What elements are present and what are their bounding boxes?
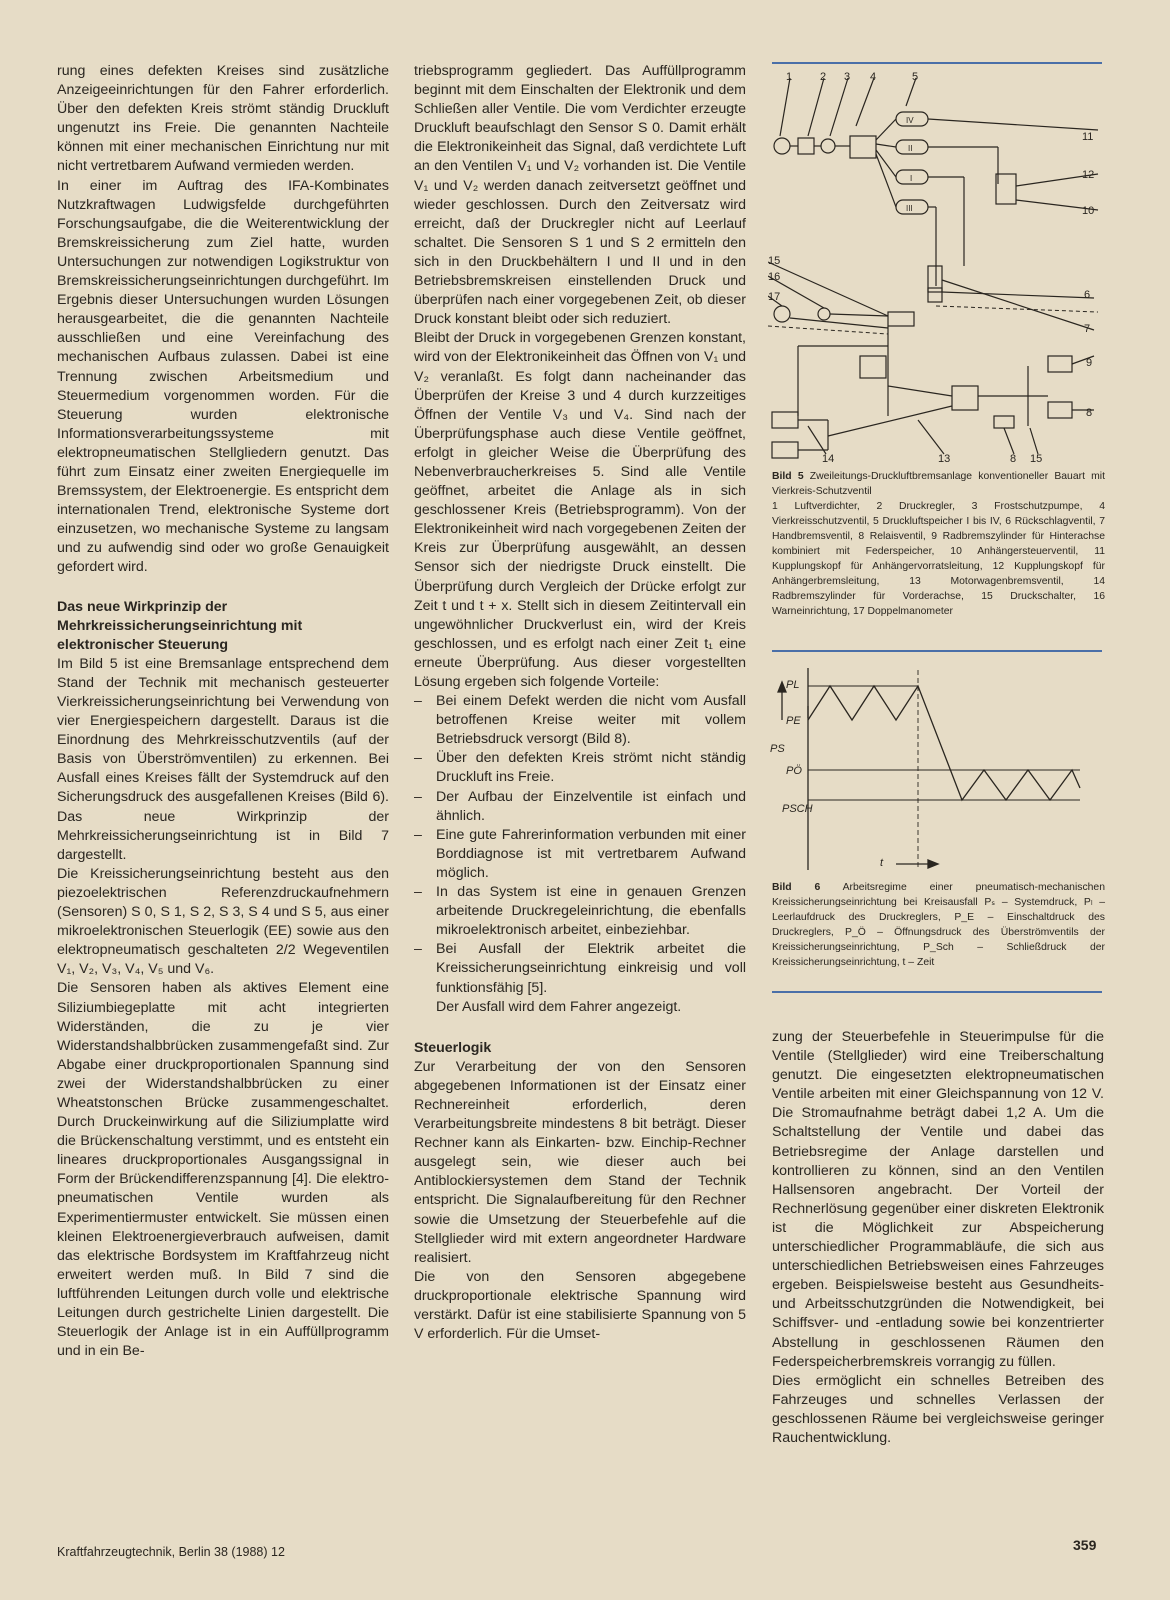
divider (772, 650, 1102, 652)
axis-label: PS (770, 743, 785, 755)
figure-label: 8 (1010, 453, 1017, 464)
figure-label: 12 (1082, 169, 1095, 181)
figure-5-brake-schematic (768, 66, 1106, 464)
column-2 (414, 62, 746, 1344)
divider (772, 991, 1102, 993)
paragraph: In einer im Auftrag des IFA-Kombinates Nutzkraftwagen Ludwigsfelde durchgeführten Forschungsaufgabe, die die Weiterentwicklung der Bremskreissicherung zum Ziel hatte, wurden Untersuchungen zur notwendigen Logikstruktur von Bremskreissicherungseinrichtungen durchgeführt. Im Ergebnis dieser Untersuchungen wurden Lösungen herausgearbeitet, die die genannten Nachteile ausschließen und eine Vereinfachung des mechanischen Aufbaus zulassen. Dabei ist eine Trennung zwischen Arbeitsmedium und Steuermedium vorgenommen worden. Für die Steuerung wurden elektronische Informationsverarbeitungssysteme mit elektropneumatischen Stellgliedern genutzt. Das führt zum Einsatz einer zweiten Energiequelle im Bremssystem, der Elektroenergie. Es entspricht dem internationalen Trend, elektronische Systeme dort einzusetzen, wo mechanische Systeme zu langsam und zu aufwendig sind oder wo große Genauigkeit gefordert wird. (57, 177, 389, 576)
caption-label: Bild 6 (772, 882, 821, 893)
paragraph: Zur Verarbeitung der von den Sensoren abgegebenen Informationen ist der Einsatz einer Rechnereinheit erforderlich, deren Verarbeitungsbreite mindestens 8 bit beträgt. Dieser Rechner kann als Einkarten- bzw. Einchip-Rechner ausgelegt sein, wie dieser auch bei Antiblockiersystemen dem Stand der Technik entspricht. Die Signalaufbereitung für den Rechner sowie die Umsetzung der Steuerbefehle auf die Stellglieder wird mit extern angeordneter Hardware realisiert. (414, 1058, 746, 1266)
paragraph: Die Kreissicherungseinrichtung besteht aus den piezoelektrischen Referenzdruckaufnehmern (Sensoren) S 0, S 1, S 2, S 3, S 4 und S 5, aus einer mikroelektronischen Steuerlogik (EE) sowie aus den elektropneumatisch geschalteten 2/2 Wegeventilen V₁, V₂, V₃, V₄, V₅ und V₆. (57, 865, 389, 978)
figure-label: 6 (1084, 289, 1091, 301)
figure-label: 15 (768, 255, 781, 267)
paragraph: rung eines defekten Kreises sind zusätzliche Anzeigeeinrichtungen für den Fahrer erforderlich. Über den defekten Kreis strömt ständig Druckluft ungenutzt ins Freie. Die genannten Nachteile können mit einer mechanischen Einrichtung nur mit nicht vertretbarem Aufwand vermieden werden. (57, 63, 389, 175)
section-heading: Steuerlogik (414, 1039, 492, 1056)
figure-label: 7 (1084, 323, 1091, 335)
list-item: – Eine gute Fahrerinformation verbunden mit einer Borddiagnose ist mit vertretbarem Aufwand möglich. (414, 826, 746, 883)
figure-label: 10 (1082, 205, 1095, 217)
figure-label: 16 (768, 271, 781, 283)
paragraph: Bleibt der Druck in vorgegebenen Grenzen konstant, wird von der Elektronikeinheit das Öffnen von V₁ und V₂ veranlaßt. Es folgt dann nacheinander das Überprüfen der Kreise 3 und 4 durch kurzzeitiges Öffnen der Ventile V₃ und V₄. Sind nach der Überprüfungsphase auch diese Ventile geöffnet, erfolgt in gleicher Weise die Überprüfung des Nebenverbraucherkreises 5. Sind alle Ventile geöffnet, arbeitet die Anlage als in sich geschlossener Kreis (Betriebsprogramm). Von der Elektronikeinheit wird nach vorgegebenen Zeiten der Kreis zur Überprüfung ausgewählt, an dessen Sensor sich der niedrigste Druck einstellt. Die Überprüfung durch Vergleich der Drücke erfolgt zur Zeit t und t + x. Stellt sich in diesem Zeitintervall ein ungewöhnlicher Druckverlust ein, wird der Kreis geschlossen, und es erfolgt nach einer Zeit t₁ eine erneute Überprüfung. Aus dieser vorgestellten Lösung ergeben sich folgende Vorteile: (414, 330, 746, 690)
figure-6-caption (772, 880, 1105, 970)
paragraph: zung der Steuerbefehle in Steuerimpulse für die Ventile (Stellglieder) wird eine Treiberschaltung genutzt. Die eingesetzten elektropneumatischen Ventile arbeiten mit einer Gleichspannung von 12 V. Die Stromaufnahme beträgt dabei 1,2 A. Um die Schaltstellung der Ventile und dabei das Betriebsregime der Anlage darstellen und kontrollieren zu können, sind an den Ventilen Hallsensoren angebracht. Der Vorteil der Rechnerlösung gegenüber einer diskreten Elektronik ist die Möglichkeit zur Abspeicherung unterschiedlicher Programmabläufe, die sich aus unterschiedlichen Betriebsweisen eines Fahrzeuges ergeben. Beispielsweise besteht aus Gesundheits- und Arbeitsschutzgründen die Notwendigkeit, bei Schiffsver- und -entladung sowie bei konzentrierter Abstellung in geschlossenen Räumen den Federspeicherbremskreis vorrangig zu füllen. (772, 1029, 1104, 1370)
paragraph: Die Sensoren haben als aktives Element eine Siliziumbiegeplatte mit acht integrierten Widerständen, die zu je vier Widerstandshalbbrücken zusammengefaßt sind. Zur Abgabe einer druckproportionalen Spannung sind zwei der Widerstandshalbbrücken zu einer Wheatstonschen Brücke zusammengeschaltet. Durch Druckeinwirkung auf die Siliziumplatte wird die Brückenschaltung verstimmt, und es entsteht ein lineares druckproportionales Ausgangssignal in Form der Brückendifferenzspannung [4]. Die elektro-pneumatischen Ventile wurden als Experimentiermuster entwickelt. Sie müssen einen kleinen Elektroenergieverbrauch aufweisen, damit das elektrische Bordsystem im Kraftfahrzeug nicht erweitert werden muß. In Bild 7 sind die luftführenden Leitungen durch volle und elektrische Leitungen durch gestrichelte Linien dargestellt. Die Steuerlogik der Anlage ist in ein Auffüllprogramm und in ein Be- (57, 980, 389, 1360)
tank-label: III (906, 204, 913, 213)
axis-label: t (880, 857, 884, 869)
figure-5-caption (772, 469, 1105, 619)
caption-label: Bild 5 (772, 471, 804, 482)
list-item: – Über den defekten Kreis strömt nicht ständig Druckluft ins Freie. (414, 749, 746, 787)
caption-text: Zweileitungs-Druckluftbremsanlage konventioneller Bauart mit Vierkreis-Schutzventil (772, 471, 1106, 497)
figure-6-pressure-chart (768, 660, 1104, 878)
figure-label: 13 (938, 453, 951, 464)
figure-label: 3 (844, 71, 851, 83)
column-1 (57, 62, 389, 1361)
caption-text: Arbeitsregime einer pneumatisch-mechanischen Kreissicherungseinrichtung bei Kreisausfall Pₛ – Systemdruck, Pₗ – Leerlaufdruck des Druckreglers, P_E – Einschaltdruck des Druckreglers, P_Ö – Öffnungsdruck des Überströmventils der Kreissicherungseinrichtung, P_Sch – Schließdruck der Kreissicherungseinrichtung, t – Zeit (772, 882, 1105, 968)
list-item: – Bei Ausfall der Elektrik arbeitet die Kreissicherungseinrichtung einkreisig und voll funktionsfähig [5]. (414, 940, 746, 997)
column-3 (772, 1028, 1104, 1448)
paragraph: Die von den Sensoren abgegebene druckproportionale elektrische Spannung wird verstärkt. Dafür ist eine stabilisierte Spannung von 5 V erforderlich. Für die Umset- (414, 1268, 746, 1343)
list-item: – In das System ist eine in genauen Grenzen arbeitende Druckregeleinrichtung, die ebenfalls mikroelektronisch arbeitet, einbeziehbar. (414, 883, 746, 940)
journal-footer: Kraftfahrzeugtechnik, Berlin 38 (1988) 12 (57, 1545, 285, 1559)
figure-label: 15 (1030, 453, 1043, 464)
advantages-list (414, 692, 746, 998)
paragraph: Im Bild 5 ist eine Bremsanlage entsprechend dem Stand der Technik mit mechanisch gesteuerter Vierkreissicherungseinrichtung bei Verwendung von vier Energiespeichern dargestellt. Daraus ist die Einordnung des Mehrkreisschutzventils (auf der Basis von Überströmventilen) zu erkennen. Bei Ausfall eines Kreises fällt der Systemdruck auf den Sicherungsdruck des ausgefallenen Kreises (Bild 6). Das neue Wirkprinzip der Mehrkreissicherungseinrichtung ist in Bild 7 dargestellt. (57, 655, 389, 863)
paragraph: Dies ermöglicht ein schnelles Betreiben des Fahrzeuges und schnelles Verlassen der geschlossenen Räume bei vergleichsweise geringer Rauchentwicklung. (772, 1372, 1104, 1446)
tank-label: II (908, 144, 913, 153)
figure-label: 5 (912, 71, 919, 83)
figure-label: 4 (870, 71, 877, 83)
figure-label: 11 (1082, 131, 1094, 143)
caption-legend: 1 Luftverdichter, 2 Druckregler, 3 Frostschutzpumpe, 4 Vierkreisschutzventil, 5 Druckluftspeicher I bis IV, 6 Rückschlagventil, 7 Handbremsventil, 8 Relaisventil, 9 Radbremszylinder für Hinterachse kombiniert mit Federspeicher, 10 Anhängersteuerventil, 11 Kupplungskopf für Anhängervorratsleitung, 12 Kupplungskopf für Anhängerbremsleitung, 13 Motorwagenbremsventil, 14 Radbremszylinder für Vorderachse, 15 Druckschalter, 16 Warneinrichtung, 17 Doppelmanometer (772, 501, 1105, 617)
figure-label: 9 (1086, 357, 1093, 369)
paragraph: Der Ausfall wird dem Fahrer angezeigt. (436, 998, 682, 1015)
figure-label: 14 (822, 453, 835, 464)
axis-label: PSCH (782, 803, 813, 815)
paragraph: triebsprogramm gegliedert. Das Auffüllprogramm beginnt mit dem Einschalten der Elektronik und dem Schließen aller Ventile. Die vom Verdichter erzeugte Druckluft beaufschlagt den Sensor S 0. Damit erhält die Elektronikeinheit das Signal, daß verdichtete Luft an den Ventilen V₁ und V₂ vorhanden ist. Die Ventile V₁ und V₂ werden danach zeitversetzt geöffnet und wieder geschlossen. Durch den Zeitversatz wird erreicht, daß der Druckregler nicht auf Leerlauf schaltet. Die Sensoren S 1 und S 2 ermitteln den sich in den Druckbehältern I und II und in den Betriebsbremskreisen einstellenden Druck und überprüfen nach einer vorgegebenen Zeit, ob dieser Druck konstant bleibt oder sich reduziert. (414, 63, 746, 328)
list-item: – Bei einem Defekt werden die nicht vom Ausfall betroffenen Kreise weiter mit vollem Betriebsdruck versorgt (Bild 8). (414, 692, 746, 749)
page-number: 359 (1073, 1537, 1097, 1553)
tank-label: IV (906, 116, 914, 125)
axis-label: PE (786, 715, 801, 727)
list-item: – Der Aufbau der Einzelventile ist einfach und ähnlich. (414, 788, 746, 826)
figure-label: 17 (768, 291, 781, 303)
figure-label: 1 (786, 71, 793, 83)
figure-label: 8 (1086, 407, 1093, 419)
figure-label: 2 (820, 71, 827, 83)
divider (772, 62, 1102, 64)
tank-label: I (910, 174, 913, 183)
axis-label: PÖ (786, 765, 802, 777)
axis-label: PL (786, 679, 800, 691)
section-heading: Das neue Wirkprinzip der Mehrkreissicherungseinrichtung mit elektronischer Steuerung (57, 598, 303, 653)
